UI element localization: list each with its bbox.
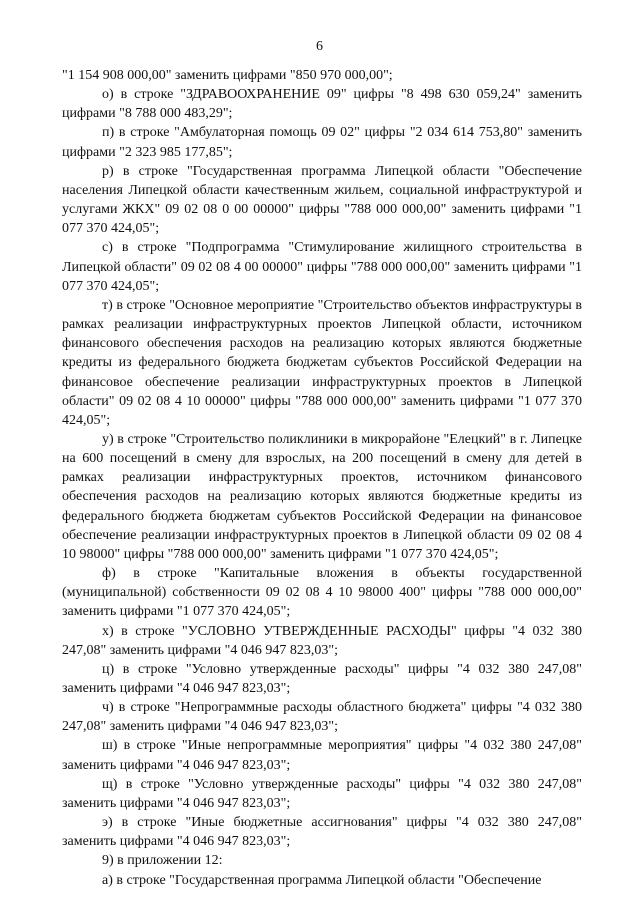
- paragraph-item-s: с) в строке "Подпрограмма "Стимулирование жилищного строительства в Липецкой области" 09 02 08 4 00 00000" цифры "788 000 000,00" заменить цифрами "1 077 370 424,05";: [62, 240, 582, 294]
- paragraph-item-ts: ц) в строке "Условно утвержденные расходы" цифры "4 032 380 247,08" заменить цифрами "4 046 947 823,03";: [62, 661, 582, 696]
- paragraph-item-sh: ш) в строке "Иные непрограммные мероприятия" цифры "4 032 380 247,08" заменить цифрами "4 046 947 823,03";: [62, 738, 582, 773]
- paragraph-item-t: т) в строке "Основное мероприятие "Строительство объектов инфраструктуры в рамках реализации инфраструктурных проектов Липецкой области, источником финансового обеспечения расходов на реализацию которых являются бюджетные кредиты из федерального бюджета бюджетам субъектов Российской Федерации на финансовое обеспечение реализации инфраструктурных проектов в Липецкой области" 09 02 08 4 10 00000" цифры "788 000 000,00" заменить цифрами "1 077 370 424,05";: [62, 297, 582, 428]
- paragraph-item-p: п) в строке "Амбулаторная помощь 09 02" цифры "2 034 614 753,80" заменить цифрами "2 323 985 177,85";: [62, 125, 582, 160]
- paragraph-item-a: а) в строке "Государственная программа Липецкой области "Обеспечение: [102, 872, 542, 888]
- page-number: 6: [316, 39, 323, 54]
- paragraph-item-r: р) в строке "Государственная программа Липецкой области "Обеспечение населения Липецкой области качественным жильем, социальной инфраструктурой и услугами ЖКХ" 09 02 08 0 00 00000" цифры "788 000 000,00" заменить цифрами "1 077 370 424,05";: [62, 163, 582, 237]
- paragraph-section-9: 9) в приложении 12:: [102, 853, 223, 869]
- paragraph-item-kh: х) в строке "УСЛОВНО УТВЕРЖДЕННЫЕ РАСХОДЫ" цифры "4 032 380 247,08" заменить цифрами "4 046 947 823,03";: [62, 623, 582, 658]
- paragraph-item-u: у) в строке "Строительство поликлиники в микрорайоне "Елецкий" в г. Липецке на 600 посещений в смену для взрослых, на 200 посещений в смену для детей в рамках реализации инфраструктурных проектов, источником финансового обеспечения расходов на реализацию которых являются бюджетные кредиты из федерального бюджета бюджетам субъектов Российской Федерации на финансовое обеспечение реализации инфраструктурных проектов в Липецкой области 09 02 08 4 10 98000" цифры "788 000 000,00" заменить цифрами "1 077 370 424,05";: [62, 431, 582, 562]
- document-body: [62, 66, 582, 890]
- paragraph-item-f: ф) в строке "Капитальные вложения в объекты государственной (муниципальной) собственности 09 02 08 4 10 98000 400" цифры "788 000 000,00" заменить цифрами "1 077 370 424,05";: [62, 566, 582, 620]
- paragraph-continuation: "1 154 908 000,00" заменить цифрами "850 970 000,00";: [62, 68, 393, 83]
- paragraph-item-e: э) в строке "Иные бюджетные ассигнования" цифры "4 032 380 247,08" заменить цифрами "4 046 947 823,03";: [62, 815, 582, 850]
- paragraph-item-ch: ч) в строке "Непрограммные расходы областного бюджета" цифры "4 032 380 247,08" заменить цифрами "4 046 947 823,03";: [62, 700, 582, 735]
- paragraph-item-shch: щ) в строке "Условно утвержденные расходы" цифры "4 032 380 247,08" заменить цифрами "4 046 947 823,03";: [62, 776, 582, 811]
- paragraph-item-o: о) в строке "ЗДРАВООХРАНЕНИЕ 09" цифры "8 498 630 059,24" заменить цифрами "8 788 000 483,29";: [62, 87, 582, 122]
